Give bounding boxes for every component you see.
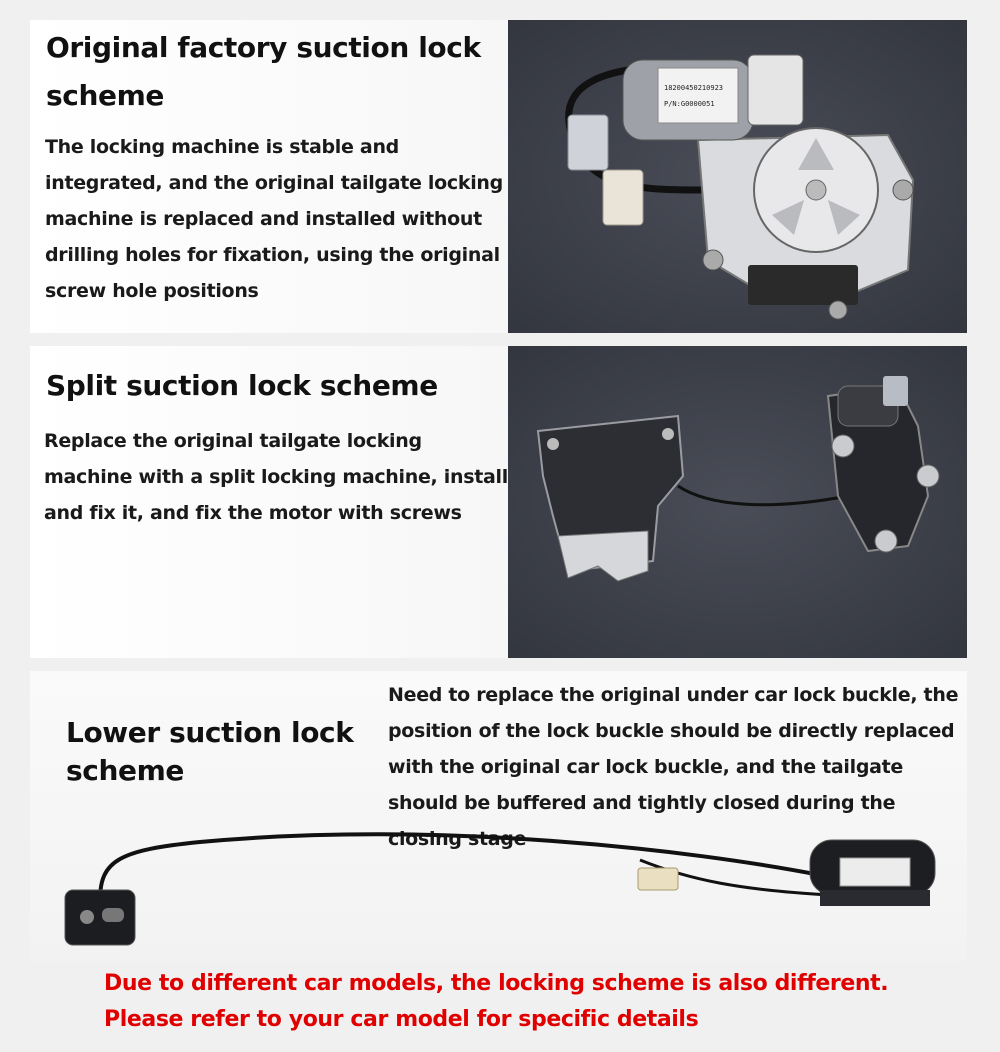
- section-3-description: Need to replace the original under car lock buckle, the position of the lock buckle should be directly replaced with the original car lock buckle, and the tailgate should be buffered and tightly closed during the closing stage: [388, 684, 959, 850]
- lower-lock-photo: [40, 820, 960, 960]
- integrated-lock-motor-photo: [508, 20, 967, 333]
- model-notice: Due to different car models, the locking scheme is also different. Please refer to your car model for specific details: [104, 971, 889, 1032]
- section-2-title: Split suction lock scheme: [46, 369, 438, 402]
- barcode-number: 18200450210923: [664, 84, 724, 92]
- section-1-title: Original factory suction lock scheme: [46, 31, 481, 112]
- section-1-description: The locking machine is stable and integrated, and the original tailgate locking machine is replaced and installed without drilling holes for fixation, using the original screw hole positions: [45, 136, 503, 302]
- section-3-title: Lower suction lock scheme: [66, 716, 354, 787]
- section-2-description: Replace the original tailgate locking machine with a split locking machine, install and fix it, and fix the motor with screws: [44, 430, 508, 524]
- part-number: P/N:G0000051: [664, 100, 715, 108]
- split-lock-photo: [508, 346, 967, 658]
